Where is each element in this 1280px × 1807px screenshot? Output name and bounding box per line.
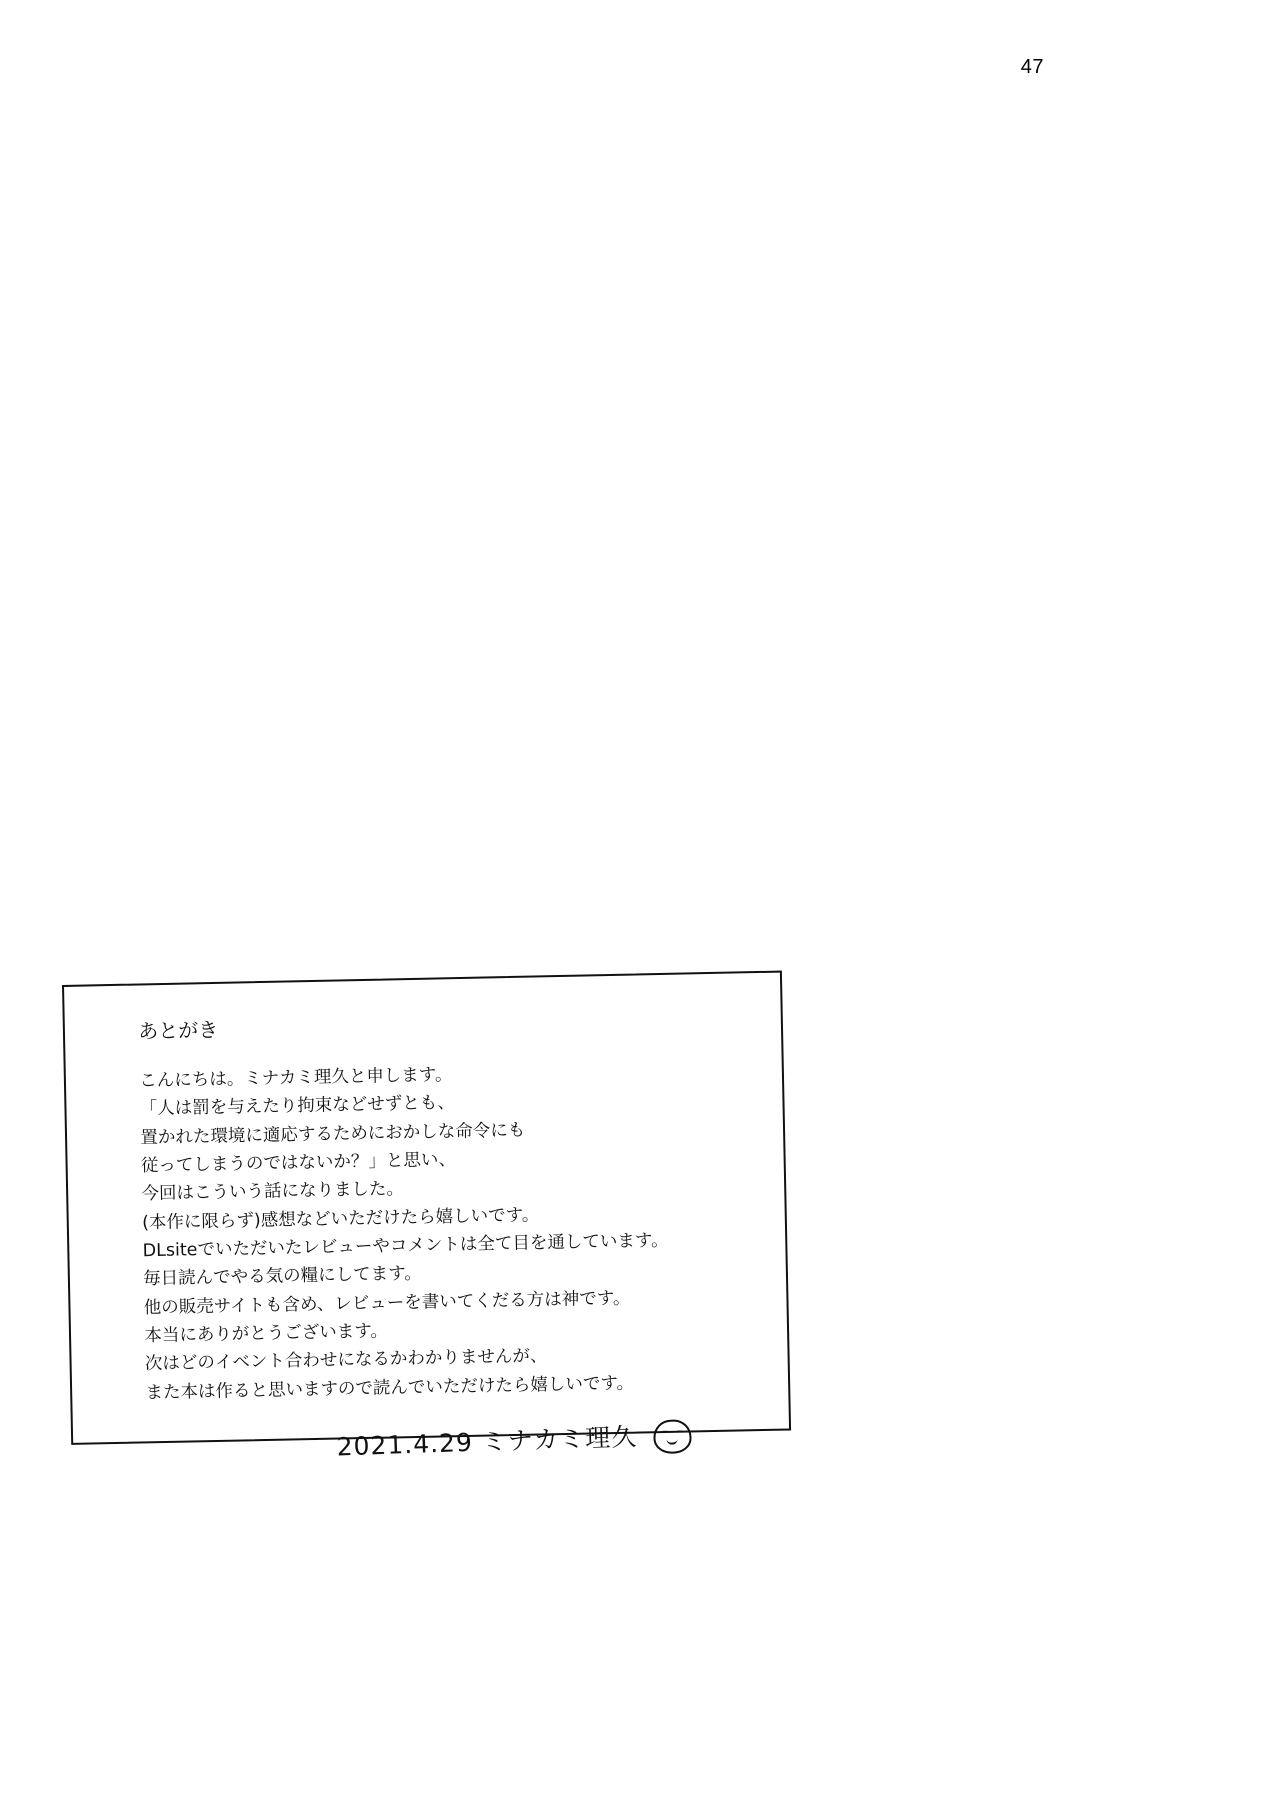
afterword-heading: あとがき [137,1017,219,1044]
afterword-section [103,1006,812,1466]
signature-text: 2021.4.29 ミナカミ理久 [336,1422,638,1462]
afterword-body-text: こんにちは。ミナカミ理久と申します。 「人は罰を与えたり拘束などせずとも、 置かれた環境に適応するためにおかしな命令にも 従ってしまうのではないか？」と思い、 今回はこういう話になりました。 (本作に限らず)感想などいただけたら嬉しいです。 DLsiteでいただいたレビューやコメントは全て目を通しています。 毎日読んでやる気の糧にしてます。 他の販売サイトも含め、レビューを書いてくだる方は神です。 本当にありがとうございます。 次はどのイベント合わせになるかわかりませんが、 また本は作ると思いますので読んでいただけたら嬉しいです。 [139,1065,669,1404]
signature-row [336,1416,812,1462]
page-number: 47 [1020,56,1044,78]
smiley-face-doodle-icon [653,1419,692,1454]
